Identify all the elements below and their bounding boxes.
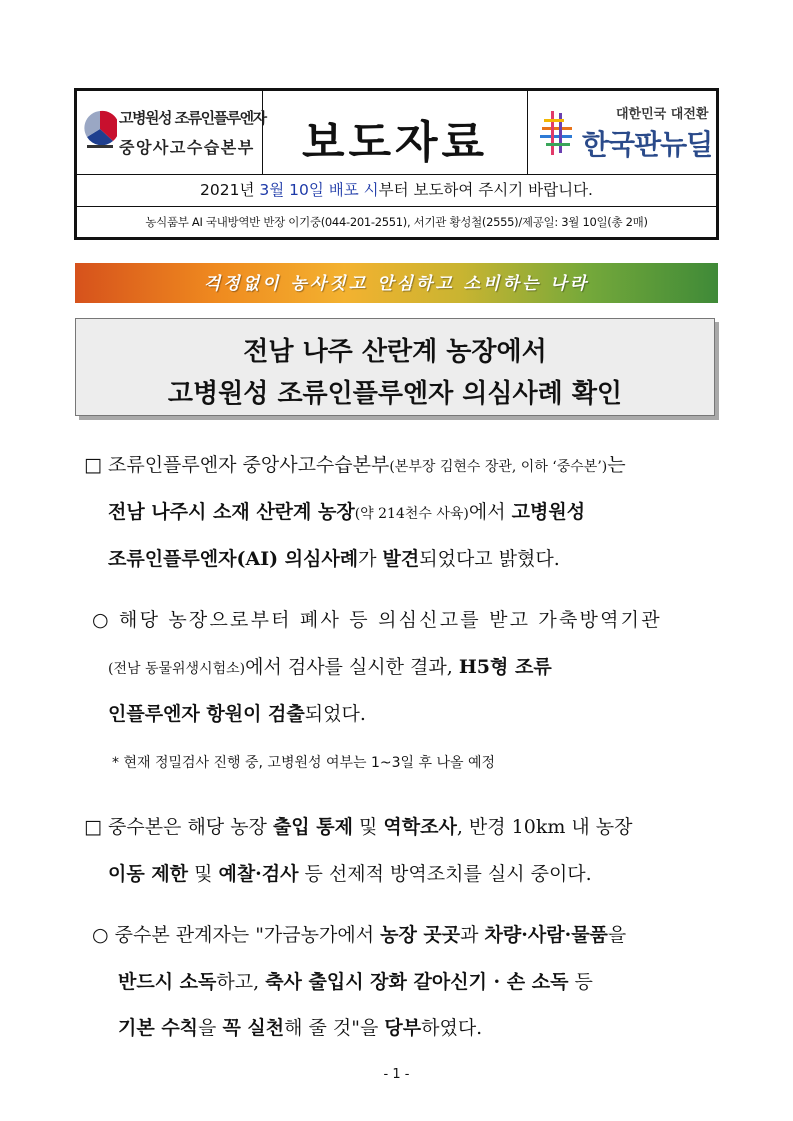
square-bullet: □ [84, 816, 102, 838]
text: 해 줄 것"을 [284, 1017, 385, 1039]
text: 당부 [384, 1017, 422, 1039]
circle-bullet: ○ [92, 924, 109, 946]
text: 되었다. [304, 703, 366, 725]
sub1-line2 [108, 652, 552, 679]
headline-box [75, 318, 715, 416]
org-name-line2: 중앙사고수습본부 [119, 138, 255, 157]
circle-bullet: ○ [92, 609, 111, 631]
headline-line2: 고병원성 조류인플루엔자 의심사례 확인 [167, 379, 623, 409]
para1-line2 [108, 497, 585, 524]
para1-line1 [84, 450, 626, 477]
text: 농장 곳곳 [380, 924, 461, 946]
text: 축사 출입시 장화 갈아신기 · 손 소독 [265, 971, 569, 993]
text: 기본 수칙 [118, 1017, 199, 1039]
text: (약 214천수 사육) [354, 506, 469, 522]
headline-line1: 전남 나주 산란계 농장에서 [243, 337, 547, 367]
text: 하고, [216, 971, 266, 993]
text: 되었다고 밝혔다. [419, 548, 560, 570]
text: 에서 [468, 501, 512, 523]
text: 이동 제한 [108, 863, 189, 885]
text: 출입 통제 [272, 816, 353, 838]
text: 발견 [382, 548, 420, 570]
para2-line2 [108, 859, 592, 886]
text: 조류인플루엔자(AI) 의심사례 [108, 548, 359, 570]
text: 반드시 소독 [118, 971, 217, 993]
slogan-banner [75, 263, 718, 303]
release-date: 3월 10일 배포 시 [259, 181, 379, 199]
korea-slogan-small: 대한민국 대전환 [616, 107, 709, 122]
org-cell [77, 91, 266, 174]
release-notice-pre: 2021년 [200, 181, 260, 199]
text: 전남 나주시 소재 산란계 농장 [108, 501, 355, 523]
release-notice [77, 175, 716, 207]
text: (전남 동물위생시험소) [108, 661, 246, 677]
text: 등 선제적 방역조치를 실시 중이다. [298, 863, 592, 885]
text: 꼭 실천 [222, 1017, 285, 1039]
text: 과 [460, 924, 485, 946]
para2-line1 [84, 812, 633, 839]
text: 해당 농장으로부터 폐사 등 의심신고를 받고 가축방역기관 [110, 609, 662, 631]
text: 인플루엔자 항원이 검출 [108, 703, 305, 725]
korea-new-deal-cell [528, 91, 716, 174]
text: 역학조사 [383, 816, 457, 838]
slogan-text: 걱정없이 농사짓고 안심하고 소비하는 나라 [203, 274, 590, 294]
release-notice-post: 부터 보도하여 주시기 바랍니다. [378, 181, 593, 199]
contact-info: 농식품부 AI 국내방역반 반장 이기중(044-201-2551), 서기관 황성철(2555)/제공일: 3월 10일(총 2매) [145, 215, 648, 229]
new-deal-logo-icon [536, 105, 576, 159]
taegeuk-emblem-icon [83, 107, 117, 153]
text: 중수본 관계자는 "가금농가에서 [108, 924, 381, 946]
korea-new-deal-text: 한국판뉴딜 [582, 128, 713, 161]
text: 가 [358, 548, 383, 570]
text: 조류인플루엔자 중앙사고수습본부 [101, 454, 390, 476]
text: (본부장 김현수 장관, 이하 ‘중수본’) [389, 459, 608, 475]
square-bullet: □ [84, 454, 102, 476]
press-release-title: 보도자료 [301, 117, 488, 168]
text: 등 [568, 971, 593, 993]
sub2-line2 [118, 967, 593, 994]
text: H5형 조류 [458, 656, 552, 678]
sub2-line1 [92, 920, 626, 947]
sub2-line3 [118, 1013, 482, 1040]
text: 을 [607, 924, 627, 946]
org-name-line1: 고병원성 조류인플루엔자 [119, 109, 266, 127]
text: 을 [198, 1017, 223, 1039]
text: 고병원성 [511, 501, 586, 523]
text: , 반경 10km 내 농장 [456, 816, 633, 838]
text: 및 [188, 863, 219, 885]
text: 및 [352, 816, 384, 838]
page-number: - 1 - [383, 1067, 410, 1082]
header-top-row [77, 91, 716, 175]
sub1-line1 [92, 605, 662, 632]
text: 중수본은 해당 농장 [101, 816, 273, 838]
para1-line3 [108, 544, 560, 571]
press-header-table [74, 88, 719, 240]
sub1-line3 [108, 699, 366, 726]
footnote: * 현재 정밀검사 진행 중, 고병원성 여부는 1~3일 후 나올 예정 [112, 755, 496, 771]
text: 는 [607, 454, 626, 476]
text: 하였다. [421, 1017, 483, 1039]
text: 차량·사람·물품 [484, 924, 608, 946]
text: 에서 검사를 실시한 결과, [245, 656, 459, 678]
text: 예찰·검사 [218, 863, 299, 885]
press-title-cell [263, 91, 528, 174]
